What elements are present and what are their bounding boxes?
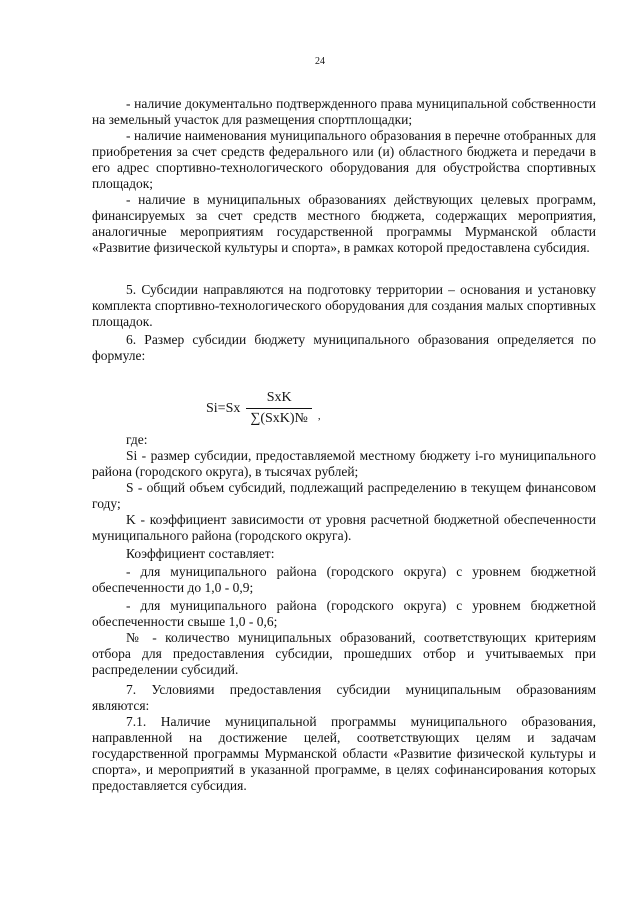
formula-fraction bbox=[246, 390, 312, 427]
definition-s: S - общий объем субсидий, подлежащий распределению в текущем финансовом году; bbox=[92, 480, 596, 511]
definition-number: № - количество муниципальных образований, соответствующих критериям отбора для предоставления субсидии, прошедших отбор и учитываемых при распределении субсидий. bbox=[92, 630, 596, 677]
paragraph-6: 6. Размер субсидии бюджету муниципального образования определяется по формуле: bbox=[92, 332, 596, 363]
formula-lhs: Si=Sx bbox=[206, 400, 241, 416]
coefficient-intro: Коэффициент составляет: bbox=[126, 546, 275, 561]
paragraph-7: 7. Условиями предоставления субсидии муниципальным образованиям являются: bbox=[92, 682, 596, 713]
where-label: где: bbox=[126, 432, 148, 447]
formula-denominator: ∑(SxK)№ bbox=[246, 408, 312, 427]
paragraph-5: 5. Субсидии направляются на подготовку территории – основания и установку комплекта спортивно-технологического оборудования для создания малых спортивных площадок. bbox=[92, 282, 596, 329]
formula-numerator: SxK bbox=[266, 390, 292, 405]
subsidy-formula bbox=[206, 390, 321, 427]
bullet-selection-list: - наличие наименования муниципального образования в перечне отобранных для приобретения за счет средств федерального или (и) областного бюджета и передачи в его адрес спортивно-технологического оборудования для обустройства спортивных площадок; bbox=[92, 128, 596, 191]
coefficient-high: - для муниципального района (городского округа) с уровнем бюджетной обеспеченности свыше 1,0 - 0,6; bbox=[92, 598, 596, 629]
coefficient-low: - для муниципального района (городского округа) с уровнем бюджетной обеспеченности до 1,0 - 0,9; bbox=[92, 564, 596, 595]
definition-k: K - коэффициент зависимости от уровня расчетной бюджетной обеспеченности муниципального района (городского округа). bbox=[92, 512, 596, 543]
bullet-land-ownership: - наличие документально подтвержденного права муниципальной собственности на земельный участок для размещения спортплощадки; bbox=[92, 96, 596, 127]
paragraph-7-1: 7.1. Наличие муниципальной программы муниципального образования, направленной на достижение целей, соответствующих целям и задачам государственной программы Мурманской области «Развитие физической культуры и спорта», и мероприятий в указанной программе, в целях софинансирования которых предоставляется субсидия. bbox=[92, 714, 596, 793]
page-number: 24 bbox=[315, 56, 325, 67]
bullet-target-programs: - наличие в муниципальных образованиях действующих целевых программ, финансируемых за счет средств местного бюджета, содержащих мероприятия, аналогичные мероприятиям государственной программы Мурманской области «Развитие физической культуры и спорта», в рамках которой предоставлена субсидия. bbox=[92, 192, 596, 255]
formula-comma: , bbox=[317, 409, 321, 422]
definition-si: Si - размер субсидии, предоставляемой местному бюджету i-го муниципального района (городского округа), в тысячах рублей; bbox=[92, 448, 596, 479]
